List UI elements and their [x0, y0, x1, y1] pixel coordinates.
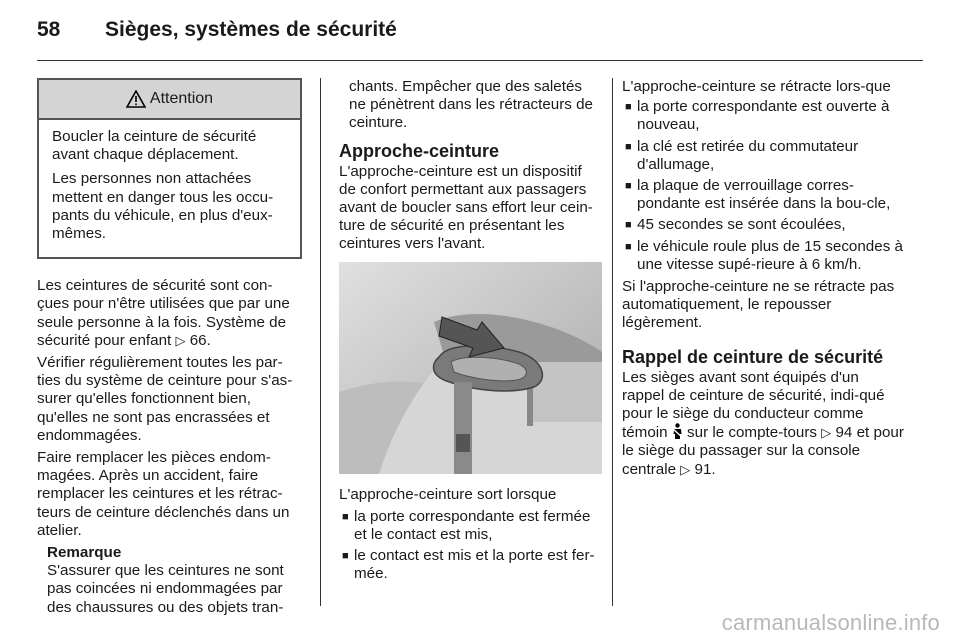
column-2: [339, 78, 602, 588]
note-text-part-1: S'assurer que les ceintures ne sont pas coincées ni endommagées par des chaussures ou des objets tran-: [47, 562, 284, 616]
belt-presenter-figure: [339, 262, 602, 474]
column-divider-2: [612, 78, 613, 606]
bullet-icon: ■: [625, 240, 632, 253]
list-item: [622, 98, 904, 134]
paragraph-belt-presenter-intro: L'approche-ceinture est un dispositif de confort permettant aux passagers avant de boucler sans effort leur cein-ture de sécurité en présentant les ceintures vers l'avant.: [339, 162, 593, 253]
list-item: [339, 547, 602, 583]
list-item-text: la porte correspondante est ouverte à nouveau,: [637, 98, 890, 134]
bullet-icon: ■: [342, 510, 349, 523]
bullet-icon: ■: [342, 550, 349, 563]
section-title-belt-presenter: Approche-ceinture: [339, 140, 500, 161]
extend-conditions-list: [339, 508, 602, 584]
page-header: [37, 18, 397, 48]
attention-body: [39, 120, 300, 257]
warning-icon: [126, 90, 146, 108]
header-divider: [37, 60, 923, 61]
bullet-icon: ■: [625, 180, 632, 193]
list-item-text: le contact est mis et la porte est fer-mée.: [354, 547, 595, 583]
bullet-icon: ■: [625, 140, 632, 153]
list-item: [622, 177, 904, 213]
reference-link[interactable]: 91.: [694, 460, 716, 478]
seatbelt-warning-icon: [672, 423, 683, 439]
bullet-icon: ■: [625, 219, 632, 232]
list-item-text: la clé est retirée du commutateur d'allumage,: [637, 137, 859, 173]
list-item-text: 45 secondes se sont écoulées,: [637, 216, 846, 234]
list-item: [622, 238, 904, 274]
attention-header: [39, 80, 300, 120]
paragraph-seatbelt-reminder: [622, 369, 904, 479]
list-item: [622, 216, 904, 234]
page-title: Sièges, systèmes de sécurité: [105, 18, 397, 41]
reference-arrow-icon: ▷: [175, 332, 186, 348]
retract-conditions-list: [622, 98, 904, 274]
paragraph-check: Vérifier régulièrement toutes les par-ties du système de ceinture pour s'as-surer qu'elles fonctionnent bien, qu'elles ne sont pas encrassées et endommagées.: [37, 354, 293, 444]
column-1: [37, 78, 302, 617]
list-item-text: la plaque de verrouillage corres-pondante est insérée dans la bou-cle,: [637, 177, 891, 213]
section-title-seatbelt-reminder: Rappel de ceinture de sécurité: [622, 346, 884, 367]
list-item: [339, 508, 602, 544]
reference-link[interactable]: 94: [835, 424, 853, 442]
attention-box: [37, 78, 302, 259]
attention-paragraph-2: Les personnes non attachées mettent en danger tous les occu-pants du véhicule, en plus d'eux-mêmes.: [52, 170, 274, 243]
list-item: [622, 138, 904, 174]
attention-title: Attention: [149, 89, 214, 107]
attention-paragraph-1: Boucler la ceinture de sécurité avant chaque déplacement.: [52, 128, 257, 164]
paragraph-single-use-text: Les ceintures de sécurité sont con-çues pour n'être utilisées que par une seule personne à la fois. Système de sécurité pour enfant: [37, 277, 290, 349]
watermark: carmanualsonline.info: [721, 610, 940, 635]
paragraph-push-back: Si l'approche-ceinture ne se rétracte pas automatiquement, le repousser légèrement.: [622, 278, 895, 332]
reminder-text-3: et pour le siège du passager sur la console centrale: [622, 424, 904, 478]
note-block: [37, 544, 302, 617]
reference-arrow-icon: ▷: [821, 425, 832, 441]
reference-arrow-icon: ▷: [680, 461, 691, 477]
column-divider-1: [320, 78, 321, 606]
paragraph-retract-intro: L'approche-ceinture se rétracte lors-que: [622, 78, 891, 95]
paragraph-presenter-extends: L'approche-ceinture sort lorsque: [339, 485, 557, 503]
reference-link[interactable]: 66.: [189, 331, 211, 349]
list-item-text: la porte correspondante est fermée et le contact est mis,: [354, 507, 591, 544]
note-text-part-2: chants. Empêcher que des saletés ne pénètrent dans les rétracteurs de ceinture.: [349, 78, 593, 132]
note-title: Remarque: [47, 544, 122, 562]
bullet-icon: ■: [625, 101, 632, 114]
list-item-text: le véhicule roule plus de 15 secondes à une vitesse supé-rieure à 6 km/h.: [637, 237, 903, 273]
reminder-text-2: sur le compte-tours: [682, 424, 822, 442]
paragraph-single-use: [37, 277, 302, 350]
page-number: 58: [37, 18, 61, 41]
reminder-text-1: Les sièges avant sont équipés d'un rappel de ceinture de sécurité, indi-qué pour le siège du conducteur comme témoin: [622, 368, 885, 442]
paragraph-replace: Faire remplacer les pièces endom-magées. Après un accident, faire remplacer les ceintures et les rétrac-teurs de ceinture déclenchés dans un atelier.: [37, 449, 290, 539]
belt-presenter-illustration: [339, 262, 602, 474]
column-3: [622, 78, 904, 483]
